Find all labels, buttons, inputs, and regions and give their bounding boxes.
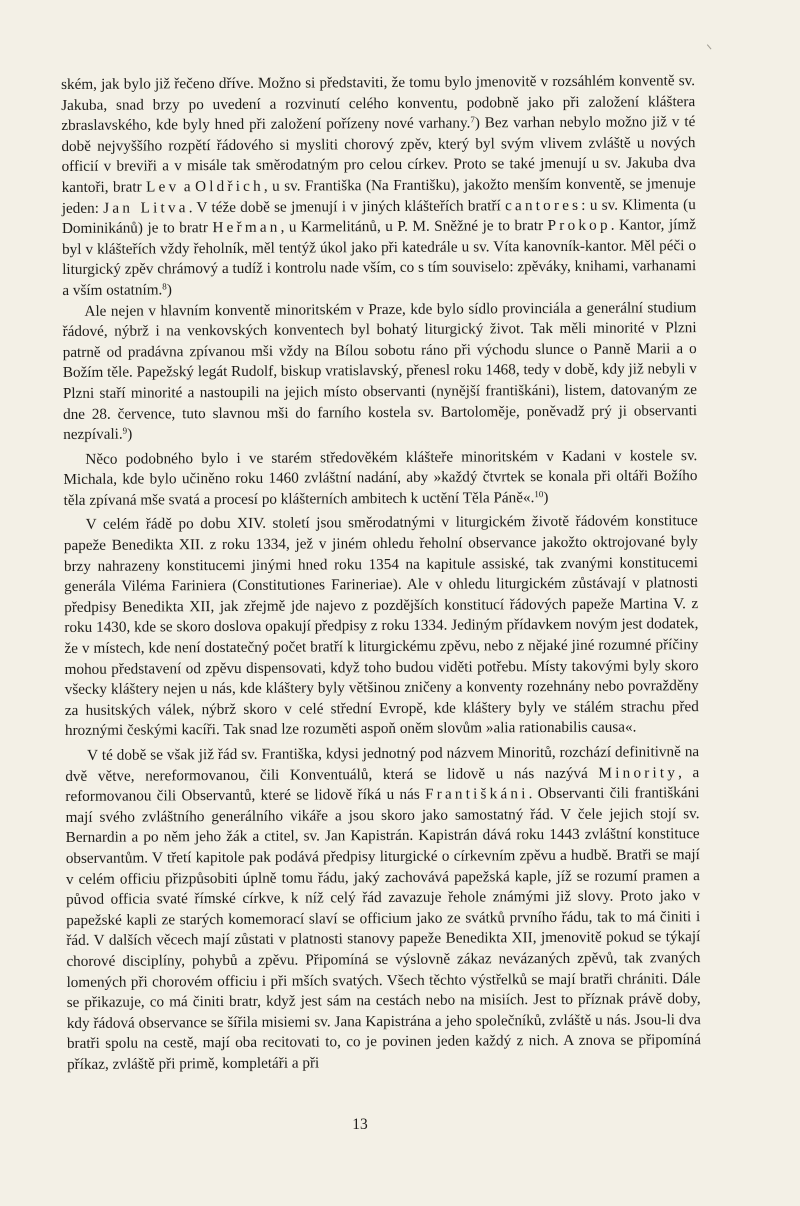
spaced-name: Prokop — [547, 216, 611, 235]
page-number: 13 — [352, 1116, 368, 1133]
spaced-name: cantores — [505, 196, 582, 214]
footnote-ref: 9 — [122, 425, 128, 436]
text-run: ) Bez varhan nebylo možno již v té době nejvyššího rozpětí řádového si mysliti chorový zpěv, který byl svým vlivem zvláště u nových officií v breviři a v misále tak směrodatným pro celou církev. Proto se také jmenují u sv. Jakuba dva kantoři, bratr — [61, 113, 696, 196]
spaced-name: Lev — [146, 178, 180, 196]
text-run: , u sv. Františka (Na Františku), jakožto menším konventě, se jmenuje jeden: — [61, 175, 696, 217]
paragraph — [63, 446, 697, 512]
paragraph — [62, 298, 697, 446]
paragraph — [61, 71, 696, 301]
margin-mark — [707, 40, 716, 49]
text-run: . V téže době se jmenují i v jiných klášteřích bratří — [188, 196, 506, 216]
paragraph — [65, 742, 701, 1075]
footnote-ref: 10 — [534, 488, 544, 499]
text-run: V té době se však již řád sv. Františka, kdysi jednotný pod názvem Minoritů, rozchází definitivně na dvě větve, nereformovanou, čili Konventuálů, která se lidově u nás nazývá — [65, 743, 700, 785]
text-run: a — [179, 178, 196, 196]
text-run: Něco podobného bylo i ve starém středověkém klášteře minoritském v Kadani v kostele sv. Michala, kde bylo učiněno roku 1460 zvláštní nadání, aby »každý čtvrtek se konala při oltáři Božího těla zpívaná mše svatá a procesí po klášterních ambitech k uctění Těla Páně«. — [63, 446, 698, 509]
text-run: . Observanti čili františkáni mají svého zvláštního generálního vikáře a jsou skoro jako samostatný řád. V čele jejich stojí sv. Bernardin a po něm jeho žák a ctitel, sv. Jan Kapistrán. Kapistrán dává roku 1443 zvláštní konstituce observantům. V třetí kapitole pak podává předpisy liturgické o církevním zpěvu a hudbě. Bratři se mají v celém officiu přizpůsobiti úplně tomu řádu, jaký zachovává papežská kaple, jíž se rozumí pramen a původ officia svaté římské církve, k níž celý řád zavazuje řehole známými již slovy. Proto jako v papežské kapli ze starých komemorací slaví se officium jako ze svátků prvního řádu, tak to má činiti i řád. V dalších věcech mají zůstati v platnosti stanovy papeže Benedikta XII, jmenovitě pokud se týkají chorové disciplíny, pohybů a zpěvu. Připomíná se výslovně zákaz nevázaných zpěvů, tak zvaných lomených při chorovém officiu i při mších svatých. Všech těchto výstřelků se mají bratři chrániti. Dále se přikazuje, co má činiti bratr, když jest sám na cestách nebo na misiích. Jest to příznak právě doby, kdy řádová observance se šířila misiemi sv. Jana Kapistrána a jeho společníků, zvláště u nás. Jsou-li dva bratři spolu na cestě, mají oba recitovati to, co je povinen jeden každý z nich. A znova se připomíná příkaz, zvláště při primě, kompletáři a při — [65, 784, 701, 1073]
text-run: V celém řádě po dobu XIV. století jsou směrodatnými v liturgickém životě řádovém konstituce papeže Benedikta XII. z roku 1334, jež v jiném ohledu řeholní observance jakožto oktrojované byly brzy nahrazeny konstitucemi jinými hned roku 1354 na kapitule assiské, tak zvanými konstitucemi generála Viléma Fariniera (Constitutiones Farineriae). Ale v ohledu liturgickém zůstávají v platnosti předpisy Benedikta XII, jak zřejmě jde najevo z pozdějších konstitucí řádových papeže Martina V. z roku 1430, kde se skoro doslova opakují předpisy z roku 1334. Jediným přídavkem novým jest dodatek, že v místech, kde není dostatečný počet bratří k liturgickému zpěvu, nebo z nějaké jiné rozumné příčiny mohou představení od zpěvu dispensovati, když toho budou viděti potřebu. Místy takovými byly skoro všecky kláštery nejen u nás, kde kláštery byly většinou zničeny a konventy rozehnány nebo povražděny za husitských válek, nýbrž skoro v celé střední Evropě, kde kláštery byly ve stálém strachu před hroznými českými kacíři. Tak snad lze rozuměti aspoň oněm slovům »alia rationabilis causa«. — [63, 512, 699, 740]
spaced-name: Františkáni — [425, 785, 529, 803]
spaced-name: Heřman — [212, 218, 281, 237]
text-run: ) — [127, 425, 133, 443]
paragraph — [64, 512, 699, 742]
text-run: . Kantor, jímž byl v klášteřích vždy řeholník, měl tentýž úkol jako při katedrále u sv. Víta kanovník-kantor. Měl péči o liturgický zpěv chrámový a tudíž i kontrolu nade vším, co s tím souviselo: zpěváky, knihami, varhanami a vším ostatním. — [62, 216, 697, 299]
spaced-name: Minority — [598, 763, 679, 782]
text-run: ) — [543, 488, 549, 506]
footnote-ref: 8 — [162, 281, 167, 292]
spaced-name: Jan Litva — [103, 198, 189, 217]
spaced-name: Oldřich — [195, 177, 264, 196]
text-run: , u Karmelitánů, u P. M. Sněžné je to bratr — [280, 217, 548, 236]
text-run: ) — [166, 281, 172, 299]
footnote-ref: 7 — [470, 114, 475, 125]
text-run: Ale nejen v hlavním konventě minoritském v Praze, kde bylo sídlo provinciála a generální studium řádové, nýbrž i na venkovských konventech byl bohatý liturgický život. Tak měli minorité v Plzni patrně od pradávna zpívanou mši vždy na Bílou sobotu ráno při východu slunce o Panně Marii a o Božím těle. Papežský legát Rudolf, biskup vratislavský, přenesl roku 1468, tedy v době, kdy již nebyli v Plzni staří minorité a nastoupili na jejich místo observanti (nynější františkáni), listem, datovaným ze dne 28. července, tuto slavnou mši do farního kostela sv. Bartoloměje, poněvadž prý ji observanti nezpívali. — [62, 298, 698, 444]
text-run: ském, jak bylo již řečeno dříve. Možno si představiti, že tomu bylo jmenovitě v rozsáhlém konventě sv. Jakuba, snad brzy po uvedení a rozvinutí celého konventu, podobně jako při založení kláštera zbraslavského, kde byly hned při založení pořízeny nové varhany. — [61, 72, 696, 135]
text-run: : u sv. Klimenta (u Dominikánů) je to bratr — [61, 195, 696, 238]
text-run: , a reformovanou čili Observantů, které se lidově říká u nás — [65, 763, 700, 806]
body-text — [61, 71, 701, 1075]
